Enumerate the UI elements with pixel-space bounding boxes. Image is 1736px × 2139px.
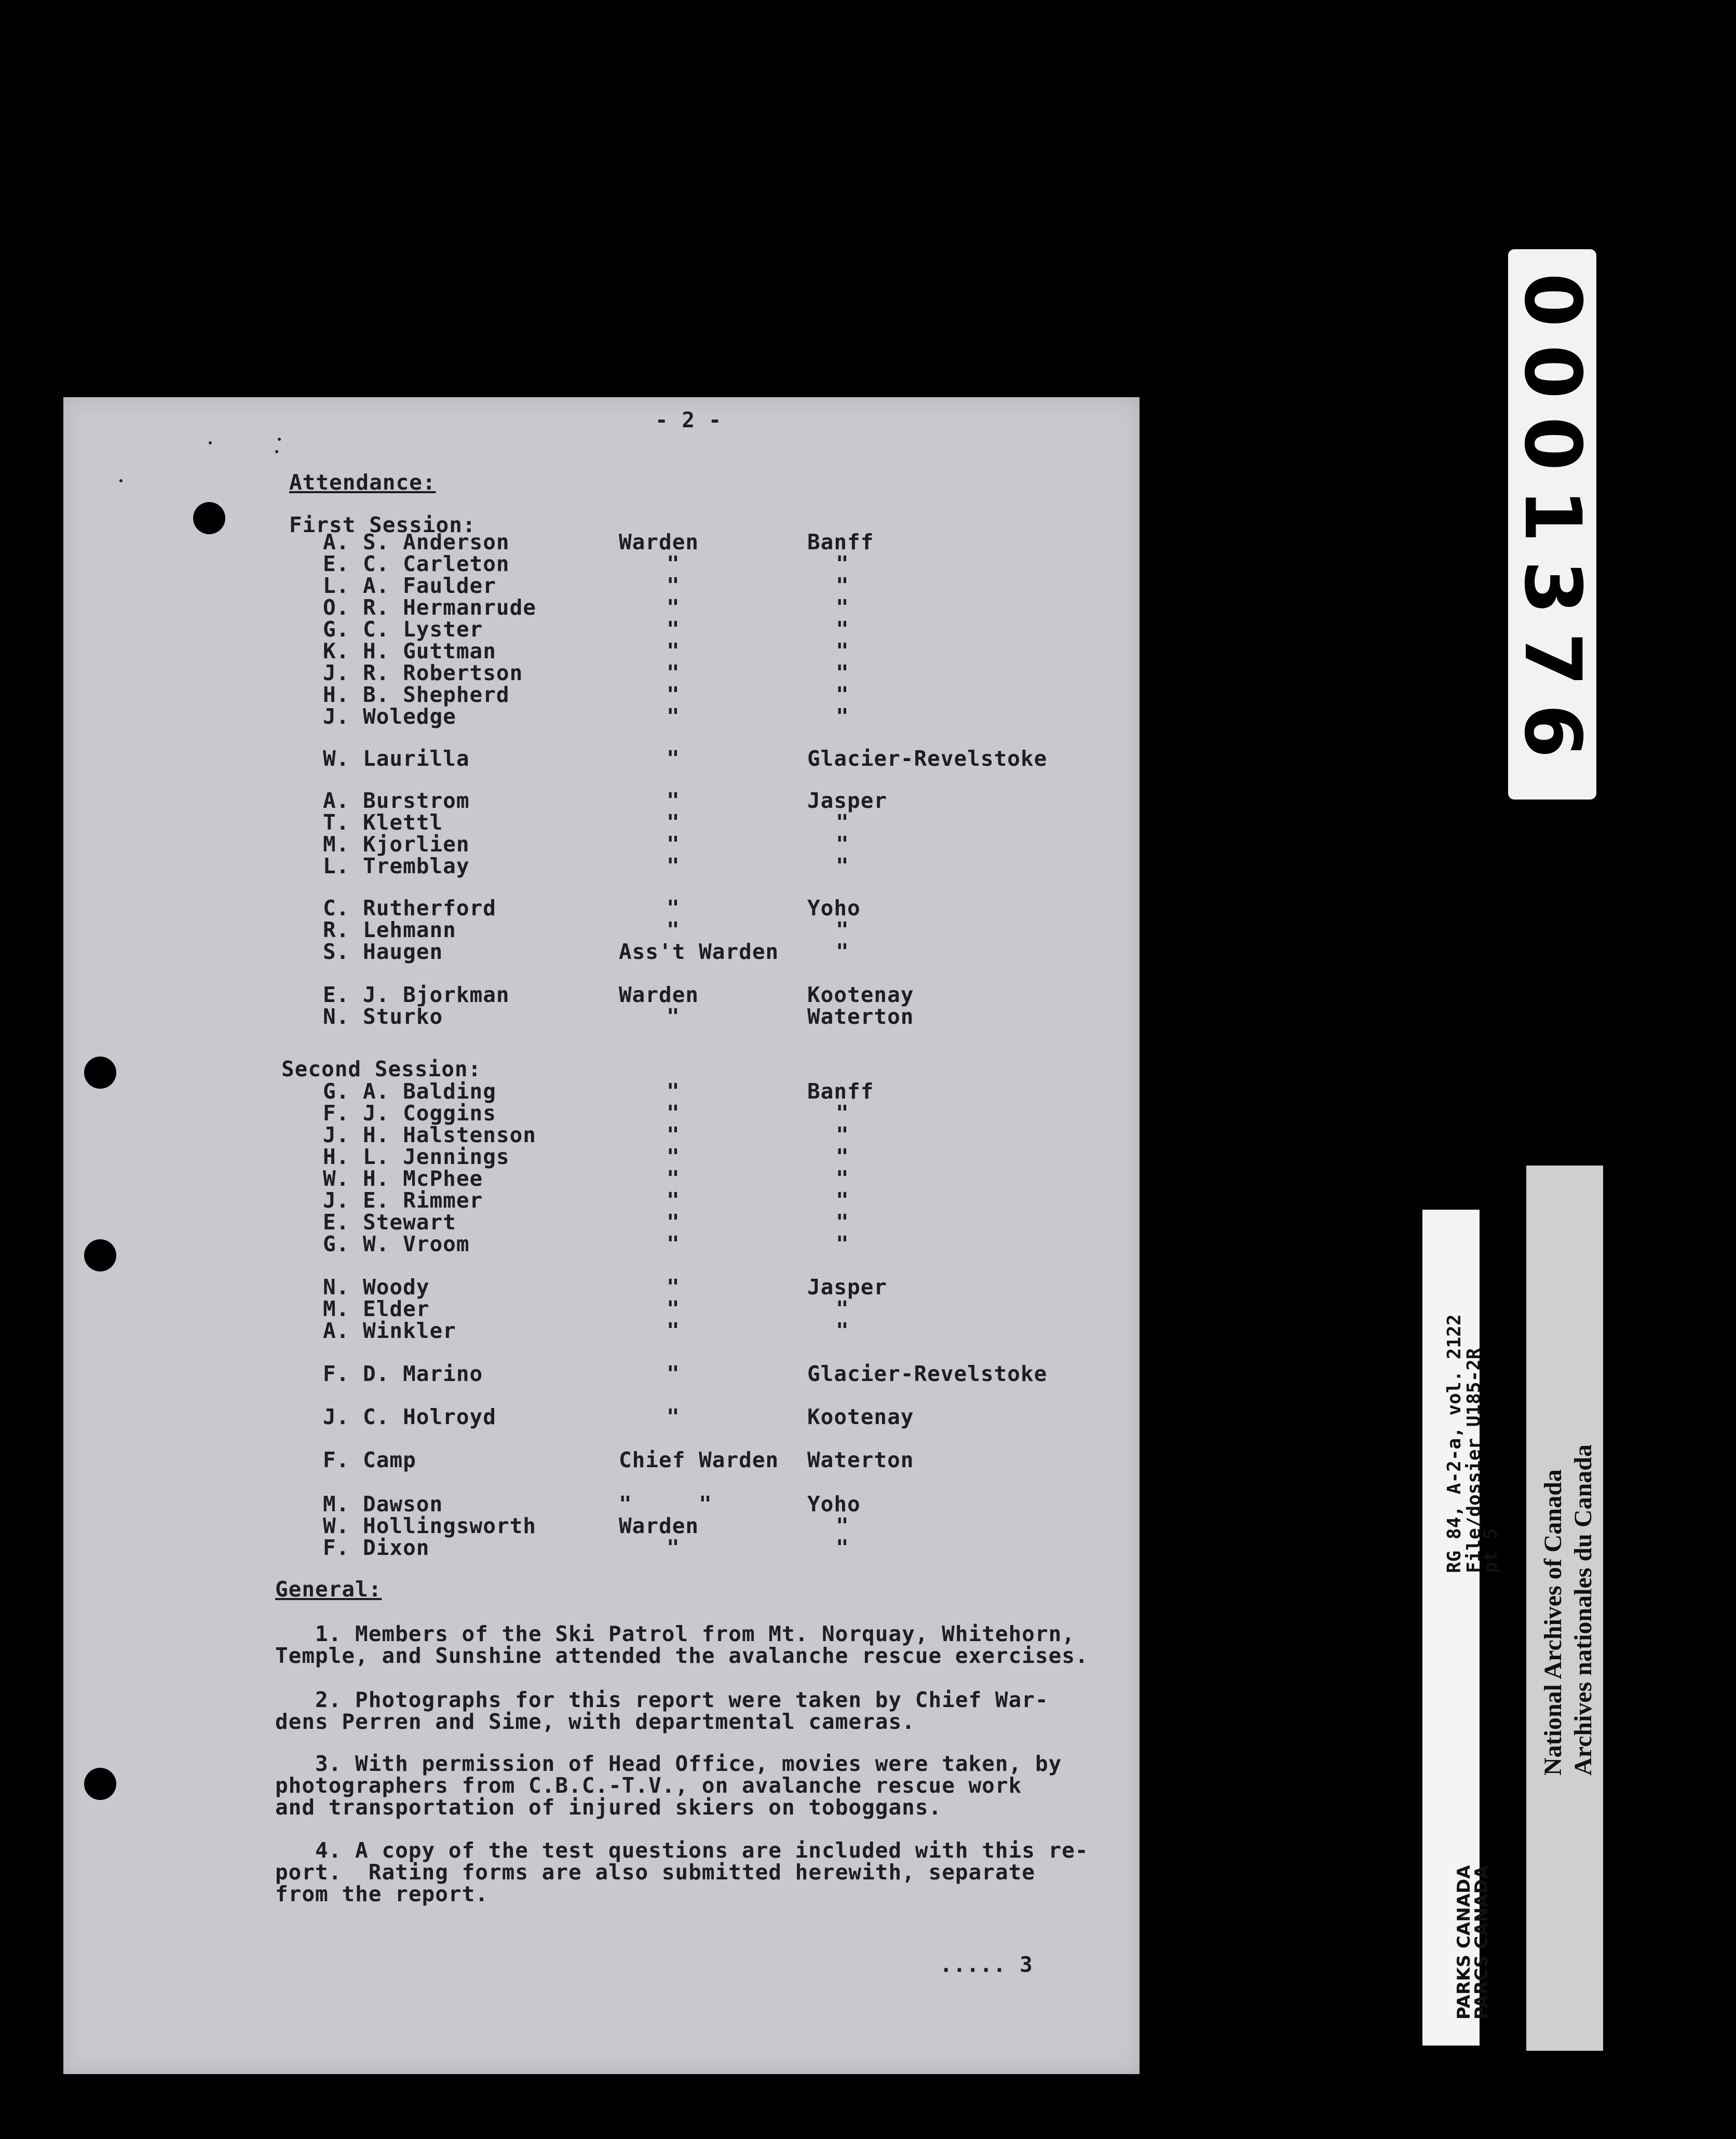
attendance-heading: Attendance: bbox=[289, 470, 436, 495]
second-session-name: E. Stewart bbox=[323, 1210, 456, 1235]
speck bbox=[209, 441, 212, 444]
second-session-park: " bbox=[836, 1513, 849, 1538]
parks-canada-line-1: PARKS CANADA bbox=[1454, 1865, 1474, 2020]
first-session-heading: First Session: bbox=[289, 512, 476, 537]
second-session-name: J. C. Holroyd bbox=[323, 1404, 496, 1429]
first-session-name: L. Tremblay bbox=[323, 854, 470, 878]
first-session-name: N. Sturko bbox=[323, 1004, 443, 1029]
archive-reference-line-3: pt 5 bbox=[1480, 1528, 1501, 1573]
first-session-park: " bbox=[836, 573, 849, 598]
first-session-name: R. Lehmann bbox=[323, 917, 456, 942]
first-session-park: Kootenay bbox=[807, 982, 914, 1007]
continuation-marker: ..... 3 bbox=[940, 1952, 1033, 1977]
first-session-name: E. J. Bjorkman bbox=[323, 982, 510, 1007]
first-session-position: " bbox=[667, 617, 680, 642]
second-session-heading: Second Session: bbox=[281, 1057, 482, 1081]
second-session-name: F. J. Coggins bbox=[323, 1101, 496, 1126]
second-session-position: " bbox=[667, 1122, 680, 1147]
first-session-name: K. H. Guttman bbox=[323, 639, 496, 664]
second-session-name: J. H. Halstenson bbox=[323, 1122, 536, 1147]
first-session-park: " bbox=[836, 551, 849, 576]
first-session-park: " bbox=[836, 854, 849, 878]
frame-number-label bbox=[1508, 249, 1596, 800]
second-session-position: " bbox=[667, 1188, 680, 1213]
first-session-park: " bbox=[836, 595, 849, 620]
second-session-name: F. Dixon bbox=[323, 1535, 430, 1560]
general-item-2-line-1: 2. Photographs for this report were taken by Chief War- bbox=[315, 1687, 1049, 1712]
national-archives-label bbox=[1526, 1166, 1603, 2051]
second-session-position: " bbox=[667, 1210, 680, 1235]
second-session-park: Glacier-Revelstoke bbox=[807, 1361, 1048, 1386]
second-session-position: " bbox=[667, 1275, 680, 1299]
parks-canada-line-2: PARCS CANADA bbox=[1471, 1865, 1492, 2020]
first-session-position: " bbox=[667, 704, 680, 729]
first-session-name: A. Burstrom bbox=[323, 788, 470, 813]
first-session-name: M. Kjorlien bbox=[323, 832, 470, 857]
first-session-park: Jasper bbox=[807, 788, 888, 813]
archive-reference-line-1: RG 84, A-2-a, vol. 2122 bbox=[1444, 1314, 1465, 1573]
second-session-name: M. Dawson bbox=[323, 1492, 443, 1517]
first-session-name: O. R. Hermanrude bbox=[323, 595, 536, 620]
second-session-name: F. Camp bbox=[323, 1447, 416, 1472]
archive-reference-label bbox=[1422, 1210, 1501, 2046]
first-session-position: " bbox=[667, 832, 680, 857]
general-item-3-line-3: and transportation of injured skiers on toboggans. bbox=[275, 1795, 942, 1820]
second-session-position: " bbox=[667, 1079, 680, 1104]
first-session-name: G. C. Lyster bbox=[323, 617, 483, 642]
general-item-4-line-2: port. Rating forms are also submitted herewith, separate bbox=[275, 1860, 1035, 1885]
second-session-park: " bbox=[836, 1188, 849, 1213]
second-session-name: J. E. Rimmer bbox=[323, 1188, 483, 1213]
archive-reference-line-2: File/dossier U185-2R bbox=[1463, 1348, 1485, 1573]
second-session-park: " bbox=[836, 1296, 849, 1321]
first-session-position: " bbox=[667, 573, 680, 598]
second-session-park: Yoho bbox=[807, 1492, 861, 1517]
second-session-park: " bbox=[836, 1318, 849, 1343]
second-session-name: W. Hollingsworth bbox=[323, 1513, 536, 1538]
speck bbox=[119, 479, 123, 482]
first-session-position: " bbox=[667, 1004, 680, 1029]
second-session-position: " bbox=[667, 1101, 680, 1126]
general-item-4-line-1: 4. A copy of the test questions are included with this re- bbox=[315, 1838, 1089, 1863]
second-session-park: " bbox=[836, 1144, 849, 1169]
archives-label-french: Archives nationales du Canada bbox=[1569, 1444, 1597, 1776]
first-session-position: " bbox=[667, 917, 680, 942]
second-session-position: " bbox=[667, 1144, 680, 1169]
general-heading: General: bbox=[275, 1577, 382, 1602]
second-session-position: " bbox=[667, 1166, 680, 1191]
first-session-position: " bbox=[667, 788, 680, 813]
first-session-name: S. Haugen bbox=[323, 939, 443, 964]
first-session-position: " bbox=[667, 595, 680, 620]
second-session-position: " " bbox=[619, 1492, 712, 1517]
first-session-name: T. Klettl bbox=[323, 810, 443, 835]
speck bbox=[275, 450, 278, 453]
second-session-position: " bbox=[667, 1296, 680, 1321]
first-session-park: " bbox=[836, 660, 849, 685]
first-session-park: " bbox=[836, 832, 849, 857]
first-session-name: J. Woledge bbox=[323, 704, 456, 729]
general-item-4-line-3: from the report. bbox=[275, 1881, 489, 1906]
second-session-park: " bbox=[836, 1231, 849, 1256]
punch-hole bbox=[84, 1768, 116, 1800]
second-session-name: F. D. Marino bbox=[323, 1361, 483, 1386]
first-session-park: Glacier-Revelstoke bbox=[807, 746, 1048, 771]
first-session-name: W. Laurilla bbox=[323, 746, 470, 771]
first-session-position: " bbox=[667, 854, 680, 878]
document-page bbox=[63, 397, 1140, 2074]
second-session-position: " bbox=[667, 1361, 680, 1386]
first-session-position: " bbox=[667, 682, 680, 707]
general-item-3-line-1: 3. With permission of Head Office, movies were taken, by bbox=[315, 1751, 1062, 1776]
punch-hole bbox=[84, 1057, 116, 1089]
speck bbox=[278, 438, 281, 441]
first-session-park: " bbox=[836, 682, 849, 707]
first-session-position: Warden bbox=[619, 530, 699, 554]
second-session-position: " bbox=[667, 1404, 680, 1429]
first-session-park: " bbox=[836, 617, 849, 642]
first-session-park: Waterton bbox=[807, 1004, 914, 1029]
first-session-park: " bbox=[836, 917, 849, 942]
first-session-position: " bbox=[667, 896, 680, 920]
second-session-park: Banff bbox=[807, 1079, 874, 1104]
second-session-position: " bbox=[667, 1318, 680, 1343]
second-session-park: " bbox=[836, 1535, 849, 1560]
first-session-position: " bbox=[667, 660, 680, 685]
second-session-name: H. L. Jennings bbox=[323, 1144, 510, 1169]
first-session-park: " bbox=[836, 639, 849, 664]
first-session-position: " bbox=[667, 746, 680, 771]
first-session-name: L. A. Faulder bbox=[323, 573, 496, 598]
second-session-position: " bbox=[667, 1535, 680, 1560]
second-session-park: " bbox=[836, 1101, 849, 1126]
second-session-park: Waterton bbox=[807, 1447, 914, 1472]
punch-hole bbox=[193, 502, 225, 534]
second-session-park: Kootenay bbox=[807, 1404, 914, 1429]
second-session-park: " bbox=[836, 1122, 849, 1147]
first-session-park: Banff bbox=[807, 530, 874, 554]
first-session-name: J. R. Robertson bbox=[323, 660, 523, 685]
second-session-name: N. Woody bbox=[323, 1275, 430, 1299]
punch-hole bbox=[84, 1239, 116, 1271]
general-item-1-line-1: 1. Members of the Ski Patrol from Mt. Norquay, Whitehorn, bbox=[315, 1621, 1075, 1646]
second-session-name: G. W. Vroom bbox=[323, 1231, 470, 1256]
second-session-park: Jasper bbox=[807, 1275, 888, 1299]
second-session-park: " bbox=[836, 1166, 849, 1191]
second-session-name: M. Elder bbox=[323, 1296, 430, 1321]
general-item-1-line-2: Temple, and Sunshine attended the avalanche rescue exercises. bbox=[275, 1643, 1089, 1668]
second-session-position: Warden bbox=[619, 1513, 699, 1538]
second-session-name: G. A. Balding bbox=[323, 1079, 496, 1104]
general-item-3-line-2: photographers from C.B.C.-T.V., on avalanche rescue work bbox=[275, 1773, 1022, 1798]
first-session-name: H. B. Shepherd bbox=[323, 682, 510, 707]
second-session-park: " bbox=[836, 1210, 849, 1235]
first-session-name: E. C. Carleton bbox=[323, 551, 510, 576]
second-session-name: A. Winkler bbox=[323, 1318, 456, 1343]
first-session-park: " bbox=[836, 704, 849, 729]
frame-number: 0001376 bbox=[1507, 273, 1597, 776]
first-session-name: C. Rutherford bbox=[323, 896, 496, 920]
general-item-2-line-2: dens Perren and Sime, with departmental cameras. bbox=[275, 1709, 915, 1734]
first-session-position: Warden bbox=[619, 982, 699, 1007]
first-session-park: " bbox=[836, 810, 849, 835]
first-session-park: Yoho bbox=[807, 896, 861, 920]
archives-label-english: National Archives of Canada bbox=[1539, 1469, 1567, 1776]
first-session-position: Ass't Warden bbox=[619, 939, 779, 964]
second-session-position: Chief Warden bbox=[619, 1447, 779, 1472]
first-session-name: A. S. Anderson bbox=[323, 530, 510, 554]
first-session-position: " bbox=[667, 810, 680, 835]
first-session-position: " bbox=[667, 639, 680, 664]
second-session-position: " bbox=[667, 1231, 680, 1256]
first-session-position: " bbox=[667, 551, 680, 576]
second-session-name: W. H. McPhee bbox=[323, 1166, 483, 1191]
page-number: - 2 - bbox=[655, 408, 722, 432]
first-session-park: " bbox=[836, 939, 849, 964]
